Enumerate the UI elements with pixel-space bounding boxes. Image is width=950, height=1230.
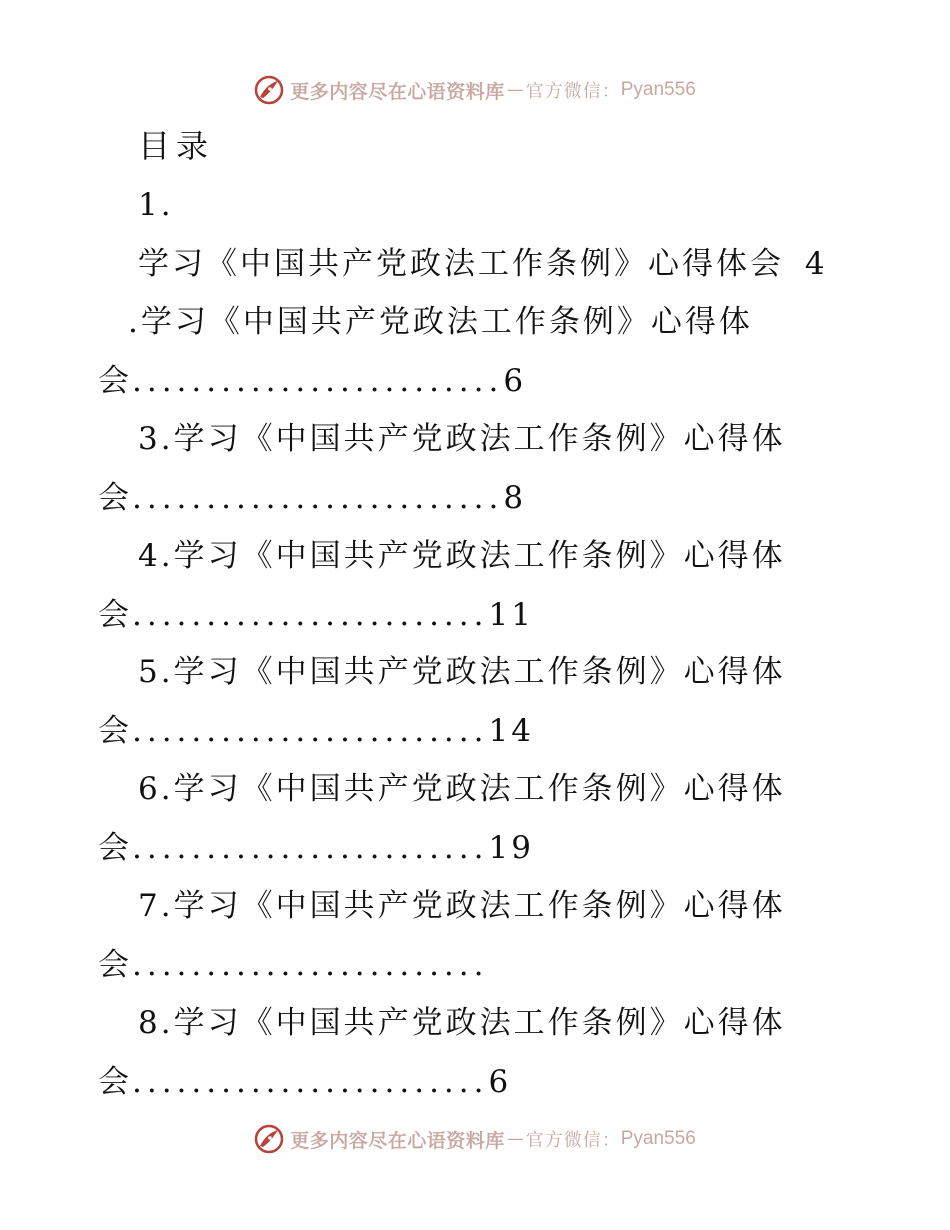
- toc-entry-page: 19: [488, 830, 534, 866]
- toc-entry-continuation: [98, 1062, 511, 1102]
- toc-entry-continuation: [98, 595, 534, 635]
- toc-entry-text: 学习《中国共产党政法工作条例》心得体会: [138, 246, 784, 282]
- toc-entry[interactable]: [138, 244, 828, 284]
- toc-leader-dots: ........................: [132, 830, 489, 866]
- toc-entry-text: 学习《中国共产党政法工作条例》心得体: [173, 888, 786, 924]
- toc-entry[interactable]: [138, 419, 786, 459]
- toc-entry-continuation: [98, 945, 489, 985]
- toc-entry-text-cont: 会: [98, 713, 132, 749]
- toc-leader-dots: .........................: [132, 363, 504, 399]
- banner-wechat-id: Pyan556: [620, 1128, 696, 1149]
- toc-entry-text-cont: 会: [98, 947, 132, 983]
- toc-entry-continuation: [98, 828, 534, 868]
- toc-entry-continuation: [98, 361, 526, 401]
- banner-wechat-label: 官方微信：: [525, 1130, 621, 1151]
- toc-entry-page: 14: [488, 713, 534, 749]
- toc-leader-dots: ........................: [132, 713, 489, 749]
- toc-entry[interactable]: [138, 536, 786, 576]
- toc-entry-page: 4: [804, 246, 828, 282]
- toc-entry-number: .: [128, 304, 141, 340]
- toc-entry-number: 8.: [138, 1005, 174, 1041]
- toc-leader-dots: ........................: [132, 1064, 489, 1100]
- toc-leader-dots: ........................: [132, 597, 489, 633]
- banner-wechat-label: 官方微信：: [525, 81, 621, 102]
- toc-entry-text-cont: 会: [98, 830, 132, 866]
- toc-entry-text: 学习《中国共产党政法工作条例》心得体: [173, 421, 786, 457]
- toc-entry[interactable]: [138, 769, 786, 809]
- banner-text: 更多内容尽在心语资料库: [290, 80, 505, 103]
- toc-entry-number: 6.: [138, 771, 174, 807]
- footer-watermark-banner: [0, 1119, 950, 1159]
- toc-entry-number: 5.: [138, 654, 174, 690]
- toc-entry-text: 学习《中国共产党政法工作条例》心得体: [173, 771, 786, 807]
- toc-entry-text-cont: 会: [98, 363, 132, 399]
- toc-leader-dots: .........................: [132, 480, 504, 516]
- toc-entry[interactable]: [138, 652, 786, 692]
- toc-entry-number: 4.: [138, 538, 174, 574]
- toc-entry[interactable]: [138, 886, 786, 926]
- banner-wechat-id: Pyan556: [620, 79, 696, 100]
- toc-title: 目录: [138, 127, 215, 165]
- toc-entry-text: 学习《中国共产党政法工作条例》心得体: [173, 1005, 786, 1041]
- toc-entry-text-cont: 会: [98, 1064, 132, 1100]
- toc-entry-text: 学习《中国共产党政法工作条例》心得体: [173, 654, 786, 690]
- toc-entry-text: 学习《中国共产党政法工作条例》心得体: [173, 538, 786, 574]
- banner-text: 更多内容尽在心语资料库: [290, 1129, 505, 1152]
- banner-separator: —: [506, 80, 524, 100]
- toc-entry-number: 7.: [138, 888, 174, 924]
- toc-entry-text-cont: 会: [98, 480, 132, 516]
- toc-entry-number: 1.: [138, 187, 174, 223]
- banner-separator: —: [506, 1129, 524, 1149]
- toc-entry-text-cont: 会: [98, 597, 132, 633]
- toc-entry-continuation: [98, 711, 534, 751]
- toc-entry-page: 6: [503, 363, 527, 399]
- toc-leader-dots: ........................: [132, 947, 489, 983]
- toc-entry-text: 学习《中国共产党政法工作条例》心得体: [140, 304, 753, 340]
- toc-entry-number: 3.: [138, 421, 174, 457]
- toc-entry-page: 8: [503, 480, 527, 516]
- toc-entry-continuation: [98, 478, 526, 518]
- toc-entry[interactable]: [138, 1003, 786, 1043]
- pen-nib-logo-icon: [254, 1124, 284, 1154]
- toc-entry-page: 6: [488, 1064, 512, 1100]
- toc-entry[interactable]: [128, 302, 753, 342]
- toc-entry-page: 11: [488, 597, 534, 633]
